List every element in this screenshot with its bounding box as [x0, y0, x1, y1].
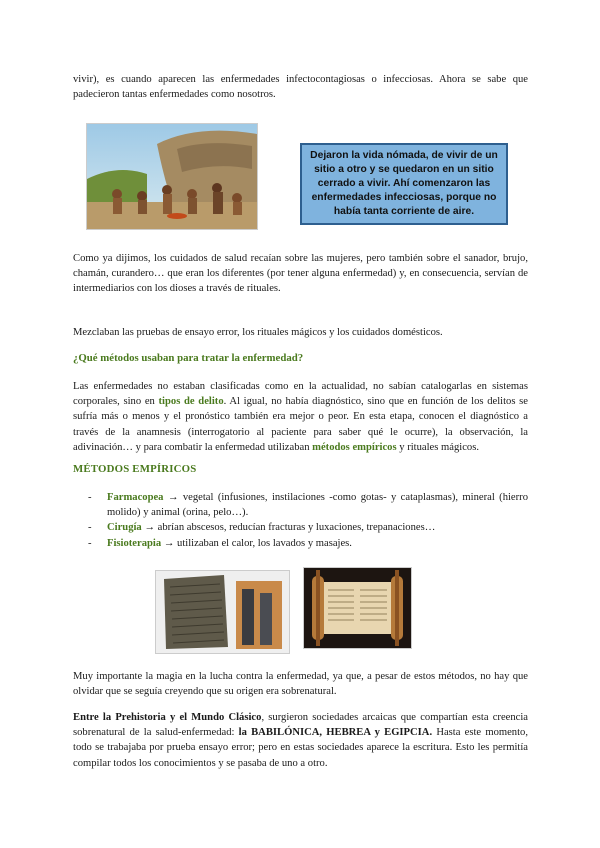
- classification-text-2: . Al igual, no había diagnóstico, sino que en función de los delitos se sufría más o menos y el pronóstico también era mejor o peor. En esta etapa, conocen el diagnóstico a través de la anamnesis (interrogatorio al paciente para saber qué le ocurre), la observación, la adivinación… y para combatir la enfermedad utilizaban: [73, 396, 528, 453]
- societies-text-1: , surgieron sociedades arcaicas que compartían esta creencia sobrenatural de la salud-enfermedad:: [73, 712, 529, 739]
- ancient-societies-paragraph: [73, 710, 528, 771]
- prehistoric-people-image: [86, 123, 258, 230]
- method-term: Cirugía: [107, 522, 142, 534]
- method-term: Fisioterapia: [107, 537, 162, 549]
- callout-text: Dejaron la vida nómada, de vivir de un sitio a otro y se quedaron en un sitio cerrado a vivir. Ahí comenzaron las enfermedades infecciosas, porque no había tanta corriente de aire.: [310, 150, 498, 217]
- list-dash: -: [88, 537, 92, 549]
- list-item: [88, 520, 528, 535]
- arrow-icon: →: [144, 522, 155, 534]
- bold-prehistoria: Entre la Prehistoria y el Mundo Clásico: [73, 712, 262, 723]
- list-item: [88, 490, 528, 520]
- methods-heading: MÉTODOS EMPÍRICOS: [73, 463, 197, 475]
- method-term: Farmacopea: [107, 492, 164, 503]
- clay-tablet-image: [155, 570, 290, 654]
- classification-paragraph: [73, 379, 528, 455]
- list-dash: -: [88, 492, 92, 503]
- bold-societies: la BABILÓNICA, HEBREA y EGIPCIA.: [238, 727, 433, 739]
- list-item: [88, 536, 528, 551]
- magic-paragraph: Muy importante la magia en la lucha contra la enfermedad, ya que, a pesar de estos métodos, no hay que olvidar que se seguía creyendo que su origen era sobrenatural.: [73, 671, 528, 698]
- arrow-icon: →: [163, 537, 175, 549]
- scroll-image: [303, 567, 412, 649]
- methods-list: [88, 490, 528, 551]
- classification-text-1: Las enfermedades no estaban clasificadas como en la actualidad, no sabían catalogarlas en sistemas corporales, sino en: [73, 381, 528, 408]
- callout-box: [300, 143, 508, 225]
- classification-text-3: y rituales mágicos.: [396, 441, 479, 453]
- societies-text-2: Hasta este momento, todo se trabajaba por prueba ensayo error; pero en estas sociedades aparece la escritura. Esto les permitía compilar todos los conocimientos y se pasaba de uno a otro.: [73, 727, 528, 769]
- list-dash: -: [88, 522, 92, 534]
- question-heading: ¿Qué métodos usaban para tratar la enfermedad?: [73, 352, 304, 364]
- method-description: abrían abscesos, reducían fracturas y luxaciones, trepanaciones…: [157, 522, 436, 534]
- intro-paragraph: vivir), es cuando aparecen las enfermedades infectocontagiosas o infecciosas. Ahora se sabe que padecieron tantas enfermedades como nosotros.: [73, 74, 528, 101]
- mixing-methods-paragraph: Mezclaban las pruebas de ensayo error, los rituales mágicos y los cuidados domésticos.: [73, 327, 443, 338]
- highlight-tipos-de-delito: tipos de delito: [158, 396, 224, 408]
- method-description: vegetal (infusiones, instilaciones -como gotas- y cataplasmas), mineral (hierro molido) y animal (orina, pelo…).: [107, 492, 528, 519]
- method-description: utilizaban el calor, los lavados y masajes.: [177, 537, 352, 549]
- caregivers-paragraph: Como ya dijimos, los cuidados de salud recaían sobre las mujeres, pero también sobre el sanador, brujo, chamán, curandero… que eran los diferentes (por tener alguna enfermedad) y, en consecuencia, servían de intermediarios con los dioses a través de rituales.: [73, 253, 528, 295]
- arrow-icon: →: [167, 492, 179, 503]
- highlight-metodos-empiricos: métodos empíricos: [312, 441, 397, 453]
